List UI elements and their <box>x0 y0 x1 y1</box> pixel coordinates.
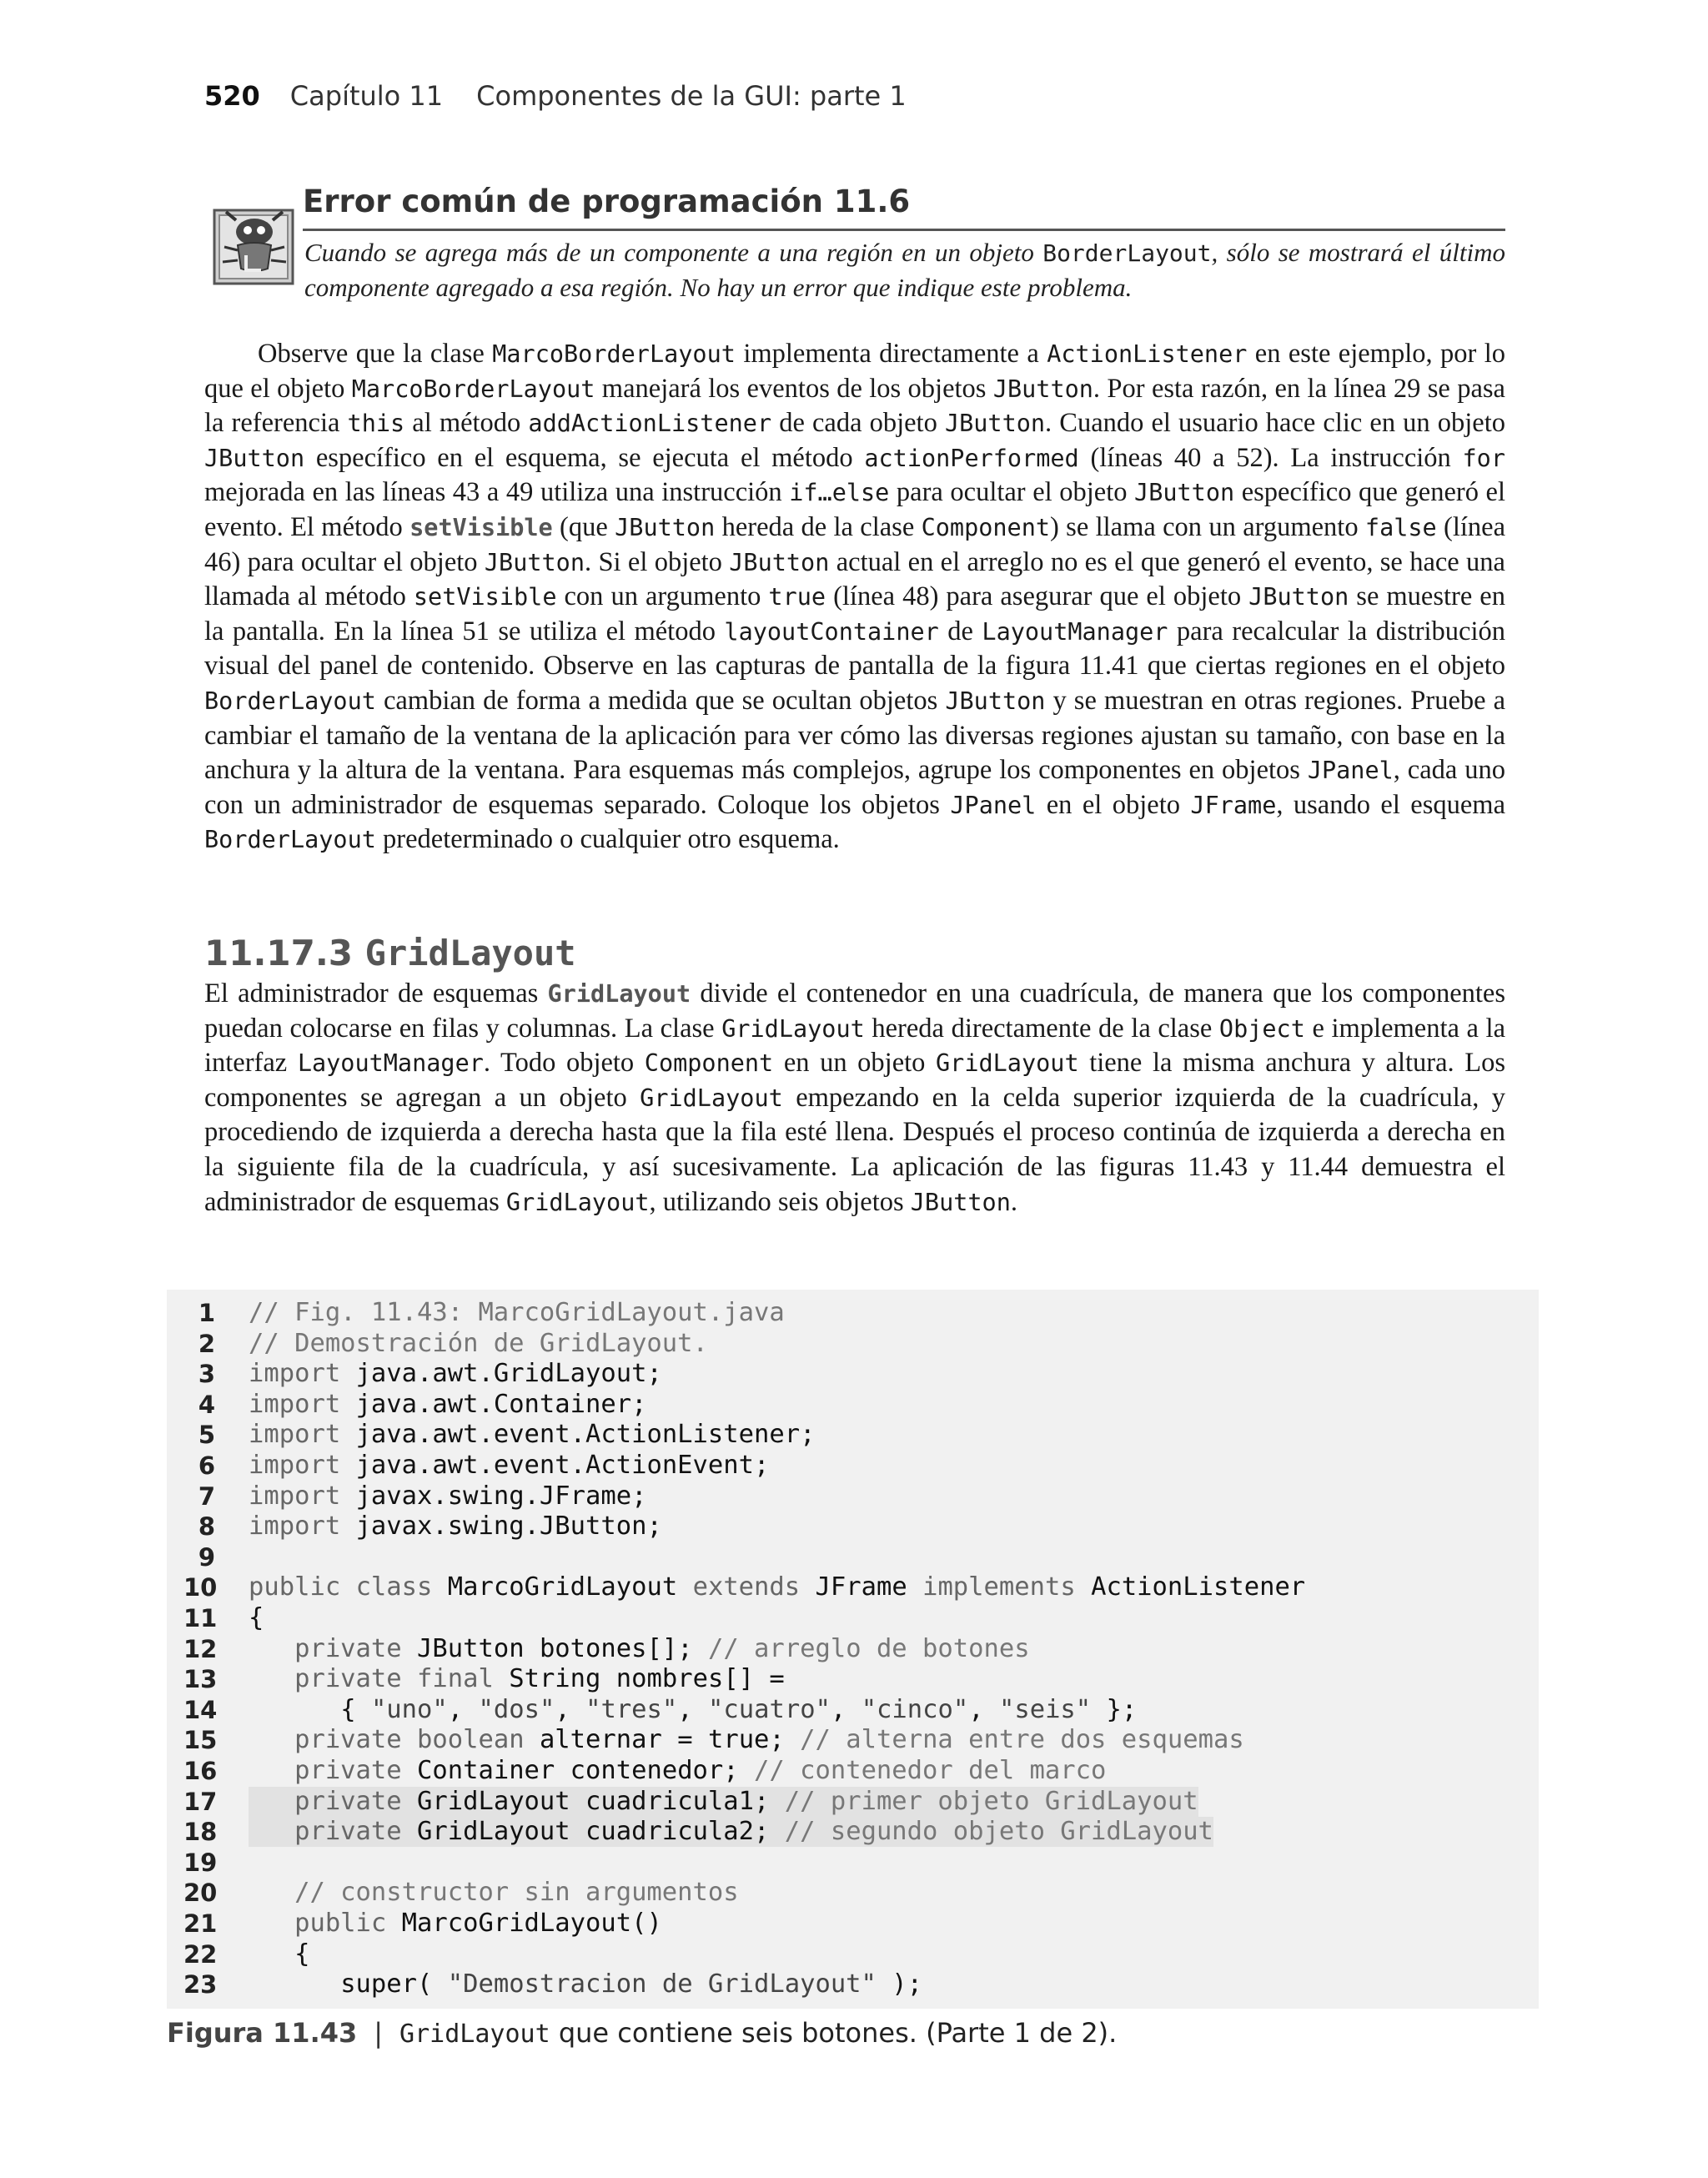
line-number: 10 <box>183 1573 218 1602</box>
line-number: 17 <box>183 1787 218 1816</box>
error-title: Error común de programación 11.6 <box>303 184 911 219</box>
code-line <box>167 1664 1539 1694</box>
line-number: 6 <box>198 1451 215 1480</box>
line-number: 13 <box>183 1665 218 1694</box>
code-line <box>167 1390 1539 1420</box>
code-line <box>167 1787 1539 1817</box>
code-text: super( "Demostracion de GridLayout" ); <box>340 1969 923 1999</box>
code-line <box>167 1817 1539 1847</box>
line-number: 20 <box>183 1879 218 1908</box>
figure-label: Figura 11.43 <box>167 2017 358 2049</box>
code-text: { "uno", "dos", "tres", "cuatro", "cinco", "seis" }; <box>340 1694 1138 1724</box>
code-text: // constructor sin argumentos <box>294 1878 739 1908</box>
code-line <box>167 1756 1539 1786</box>
code-line <box>167 1725 1539 1755</box>
code-line <box>167 1909 1539 1939</box>
code-line <box>167 1939 1539 1969</box>
code-line <box>167 1451 1539 1481</box>
line-number: 12 <box>183 1634 218 1663</box>
chapter-label: Capítulo 11 <box>289 80 444 112</box>
code-line <box>167 1298 1539 1328</box>
error-box <box>213 184 1505 309</box>
page-number: 520 <box>204 80 260 112</box>
code-text: import java.awt.event.ActionListener; <box>249 1420 816 1450</box>
running-header <box>204 80 907 112</box>
code-text: // Demostración de GridLayout. <box>249 1328 708 1358</box>
code-line <box>167 1481 1539 1512</box>
line-number: 3 <box>198 1360 215 1389</box>
code-line <box>167 1603 1539 1633</box>
bug-icon <box>213 204 296 287</box>
chapter-title: Componentes de la GUI: parte 1 <box>476 80 907 112</box>
code-line <box>167 1420 1539 1450</box>
code-text: import javax.swing.JButton; <box>249 1512 662 1542</box>
line-number: 15 <box>183 1726 218 1755</box>
code-line <box>167 1878 1539 1908</box>
code-text: private final String nombres[] = <box>294 1664 785 1694</box>
caption-code: GridLayout <box>399 2020 550 2049</box>
line-number: 18 <box>183 1818 218 1847</box>
error-text: Cuando se agrega más de un componente a una región en un objeto BorderLayout, sólo se mostrará el último componente agregado a esa región. No hay un error que indique este problema. <box>304 238 1505 302</box>
line-number: 8 <box>198 1512 215 1542</box>
section-title: GridLayout <box>364 933 576 973</box>
code-line <box>167 1329 1539 1359</box>
code-line <box>167 1634 1539 1664</box>
line-number: 14 <box>183 1695 218 1724</box>
code-text: public MarcoGridLayout() <box>294 1909 662 1938</box>
code-text: { <box>249 1603 264 1632</box>
line-number: 4 <box>198 1390 215 1419</box>
code-line <box>167 1572 1539 1602</box>
caption-text: que contiene seis botones. (Parte 1 de 2). <box>550 2017 1118 2049</box>
code-line <box>167 1695 1539 1725</box>
line-number: 2 <box>198 1329 215 1358</box>
section-heading <box>204 933 576 973</box>
code-line <box>167 1542 1539 1572</box>
code-text: public class MarcoGridLayout extends JFrame implements ActionListener <box>249 1572 1306 1602</box>
code-text: private Container contenedor; // contenedor del marco <box>294 1756 1107 1785</box>
code-text: import javax.swing.JFrame; <box>249 1481 647 1511</box>
code-text: import java.awt.event.ActionEvent; <box>249 1451 770 1480</box>
line-number: 11 <box>183 1604 218 1632</box>
code-line <box>167 1848 1539 1878</box>
code-text: import java.awt.GridLayout; <box>249 1359 662 1389</box>
line-number: 22 <box>183 1939 218 1969</box>
code-line <box>167 1359 1539 1389</box>
code-text: { <box>294 1939 310 1969</box>
code-text: private boolean alternar = true; // alterna entre dos esquemas <box>294 1725 1244 1755</box>
code-line <box>167 1512 1539 1542</box>
caption-separator: | <box>374 2017 384 2049</box>
code-text: private GridLayout cuadricula2; // segundo objeto GridLayout <box>249 1817 1213 1847</box>
line-number: 16 <box>183 1757 218 1785</box>
line-number: 23 <box>183 1970 218 1999</box>
figure-caption <box>167 2017 1117 2049</box>
code-line <box>167 1969 1539 1999</box>
body-paragraph-1: Observe que la clase MarcoBorderLayout implementa directamente a ActionListener en este ejemplo, por lo que el objeto MarcoBorderLayout manejará los eventos de los objetos JButton. Por esta razón, en la línea 29 se pasa la referencia this al método addActionListener de cada objeto JButton. Cuando el usuario hace clic en un objeto JButton específico en el esquema, se ejecuta el método actionPerformed (líneas 40 a 52). La instrucción for mejorada en las líneas 43 a 49 utiliza una instrucción if…else para ocultar el objeto JButton específico que generó el evento. El método setVisible (que JButton hereda de la clase Component) se llama con un argumento false (línea 46) para ocultar el objeto JButton. Si el objeto JButton actual en el arreglo no es el que generó el evento, se hace una llamada al método setVisible con un argumento true (línea 48) para asegurar que el objeto JButton se muestre en la pantalla. En la línea 51 se utiliza el método layoutContainer de LayoutManager para recalcular la distribución visual del panel de contenido. Observe en las capturas de pantalla de la figura 11.41 que ciertas regiones en el objeto BorderLayout cambian de forma a medida que se ocultan objetos JButton y se muestran en otras regiones. Pruebe a cambiar el tamaño de la ventana de la aplicación para ver cómo las diversas regiones ajustan su tamaño, con base en la anchura y la altura de la ventana. Para esquemas más complejos, agrupe los componentes en objetos JPanel, cada uno con un administrador de esquemas separado. Coloque los objetos JPanel en el objeto JFrame, usando el esquema BorderLayout predeterminado o cualquier otro esquema. <box>204 339 1506 855</box>
line-number: 7 <box>198 1481 215 1511</box>
line-number: 1 <box>198 1299 215 1327</box>
code-text: import java.awt.Container; <box>249 1389 647 1419</box>
divider <box>303 229 1505 231</box>
line-number: 19 <box>183 1848 218 1877</box>
code-text: private JButton botones[]; // arreglo de botones <box>294 1633 1030 1663</box>
line-number: 5 <box>198 1421 215 1450</box>
code-listing <box>167 1290 1539 2009</box>
code-text: private GridLayout cuadricula1; // primer objeto GridLayout <box>249 1787 1198 1817</box>
line-number: 9 <box>198 1542 215 1572</box>
body-paragraph-2: El administrador de esquemas GridLayout divide el contenedor en una cuadrícula, de manera que los componentes puedan colocarse en filas y columnas. La clase GridLayout hereda directamente de la clase Object e implementa a la interfaz LayoutManager. Todo objeto Component en un objeto GridLayout tiene la misma anchura y altura. Los componentes se agregan a un objeto GridLayout empezando en la celda superior izquierda de la cuadrícula, y procediendo de izquierda a derecha hasta que la fila esté llena. Después el proceso continúa de izquierda a derecha en la siguiente fila de la cuadrícula, y así sucesivamente. La aplicación de las figuras 11.43 y 11.44 demuestra el administrador de esquemas GridLayout, utilizando seis objetos JButton. <box>204 978 1506 1217</box>
line-number: 21 <box>183 1909 218 1938</box>
code-text: // Fig. 11.43: MarcoGridLayout.java <box>249 1298 785 1327</box>
section-number: 11.17.3 <box>204 933 354 973</box>
